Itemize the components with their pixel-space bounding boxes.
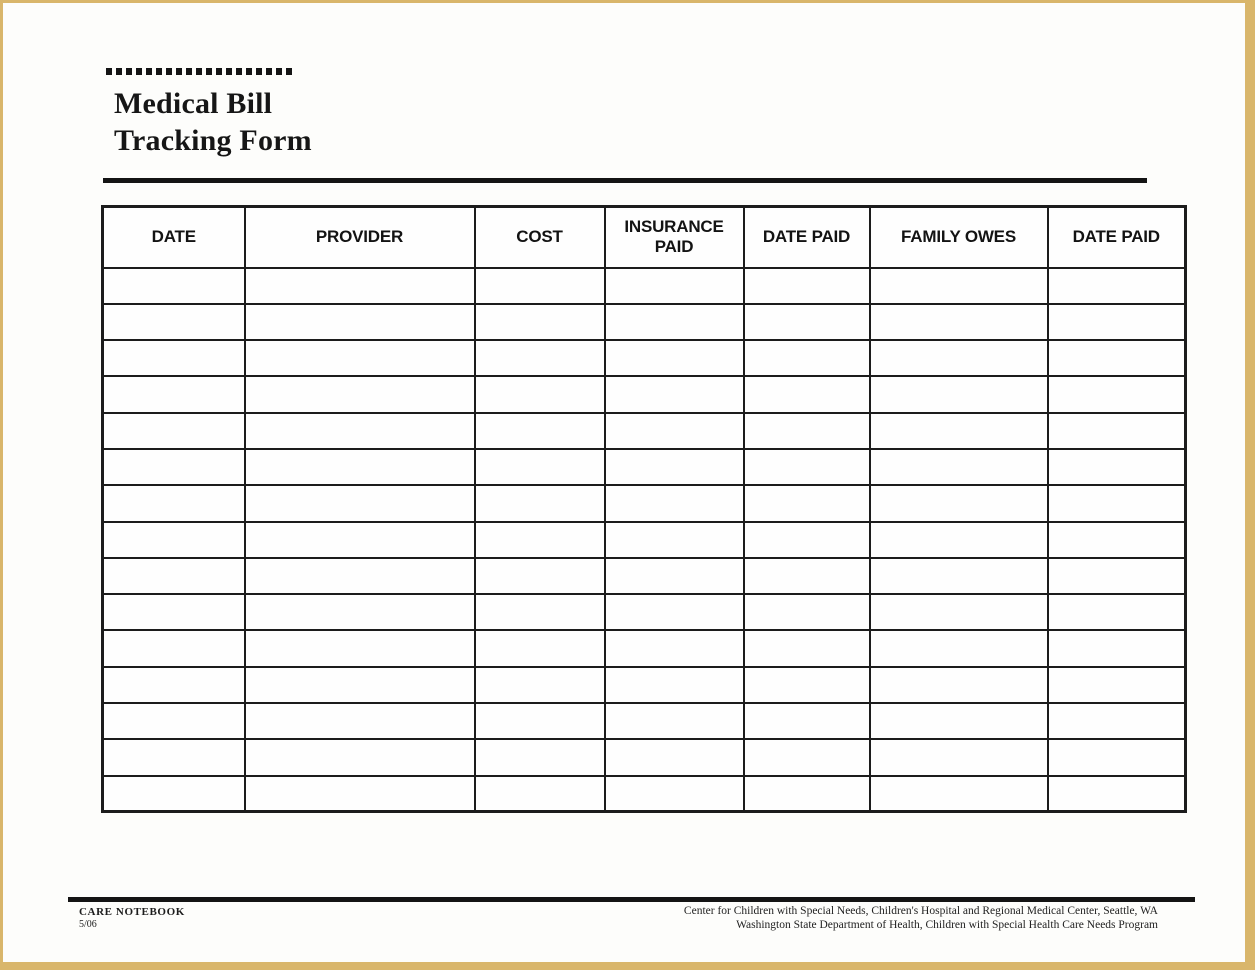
table-cell [103,776,245,812]
table-cell [870,413,1048,449]
table-cell [605,776,744,812]
footer-org-name: CARE NOTEBOOK [79,906,185,918]
footer-divider [68,897,1195,902]
column-header-insurance-paid-3: INSURANCE PAID [605,207,744,268]
table-cell [103,703,245,739]
table-cell [870,376,1048,412]
table-cell [605,522,744,558]
table-cell [605,739,744,775]
table-cell [744,268,870,304]
table-cell [605,594,744,630]
table-cell [605,376,744,412]
table-row [103,594,1186,630]
table-row [103,667,1186,703]
table-cell [605,413,744,449]
table-body [103,268,1186,812]
title-divider [103,178,1147,183]
table-cell [870,558,1048,594]
table-row [103,485,1186,521]
table-cell [605,449,744,485]
table-cell [475,376,605,412]
table-cell [744,522,870,558]
table-row [103,776,1186,812]
table-cell [1048,449,1186,485]
table-cell [245,413,475,449]
table-cell [103,667,245,703]
table-row [103,739,1186,775]
table-cell [103,268,245,304]
table-cell [245,522,475,558]
table-cell [744,667,870,703]
column-header-cost-2: COST [475,207,605,268]
table-cell [245,594,475,630]
table-cell [245,776,475,812]
column-header-family-owes-5: FAMILY OWES [870,207,1048,268]
table-cell [1048,594,1186,630]
table-cell [870,268,1048,304]
table-cell [605,304,744,340]
table-row [103,522,1186,558]
table-cell [1048,340,1186,376]
table-cell [870,449,1048,485]
table-cell [1048,739,1186,775]
table-cell [245,703,475,739]
table-cell [245,449,475,485]
table-cell [475,667,605,703]
table-cell [245,304,475,340]
table-cell [1048,630,1186,666]
table-cell [245,485,475,521]
table-cell [103,522,245,558]
table-header-row [103,207,1186,268]
table-cell [103,739,245,775]
table-row [103,413,1186,449]
table-cell [103,449,245,485]
table-cell [1048,667,1186,703]
table-cell [245,376,475,412]
table-cell [870,340,1048,376]
table-cell [245,558,475,594]
table-cell [870,703,1048,739]
table-cell [605,667,744,703]
table-cell [475,413,605,449]
table-cell [870,522,1048,558]
table-cell [245,630,475,666]
table-cell [744,594,870,630]
table-cell [103,304,245,340]
column-header-date-paid-4: DATE PAID [744,207,870,268]
table-cell [1048,703,1186,739]
footer-left [79,906,185,931]
table-cell [103,630,245,666]
table-cell [475,340,605,376]
column-header-provider-1: PROVIDER [245,207,475,268]
column-header-date-paid-6: DATE PAID [1048,207,1186,268]
medical-bill-table [101,205,1187,813]
table-row [103,630,1186,666]
table-cell [103,413,245,449]
table-cell [744,376,870,412]
table-cell [475,485,605,521]
dotted-divider [106,68,293,75]
table-cell [1048,268,1186,304]
table-cell [744,739,870,775]
table-cell [744,340,870,376]
table-cell [245,340,475,376]
table-row [103,304,1186,340]
table-cell [870,304,1048,340]
footer-credit-line2: Washington State Department of Health, Children with Special Health Care Needs Program [736,919,1158,931]
table-cell [870,594,1048,630]
table-row [103,449,1186,485]
table-cell [475,558,605,594]
page-title [114,85,312,159]
table-cell [1048,522,1186,558]
table-cell [744,449,870,485]
table-cell [870,776,1048,812]
table-row [103,340,1186,376]
table-cell [245,667,475,703]
table-cell [475,522,605,558]
table-cell [245,739,475,775]
page-title-line2: Tracking Form [114,124,312,157]
table-cell [605,703,744,739]
table-cell [475,594,605,630]
table-cell [1048,485,1186,521]
table-cell [475,304,605,340]
table-cell [475,630,605,666]
table-cell [475,268,605,304]
table-cell [1048,413,1186,449]
table-cell [103,340,245,376]
table-cell [605,268,744,304]
column-header-date-0: DATE [103,207,245,268]
table-cell [1048,776,1186,812]
table-cell [744,630,870,666]
table-row [103,376,1186,412]
table-cell [475,703,605,739]
table-cell [870,630,1048,666]
table-cell [744,304,870,340]
table-cell [870,739,1048,775]
table-cell [870,485,1048,521]
table-cell [744,558,870,594]
table-cell [475,776,605,812]
table-cell [1048,376,1186,412]
table-cell [744,485,870,521]
table-cell [103,558,245,594]
table-cell [103,376,245,412]
table-cell [103,594,245,630]
table-row [103,558,1186,594]
table-cell [744,776,870,812]
footer-right [684,904,1158,932]
footer-date-code: 5/06 [79,919,97,930]
table-cell [605,340,744,376]
table-cell [605,558,744,594]
page-title-line1: Medical Bill [114,87,273,120]
table-cell [1048,304,1186,340]
table-cell [103,485,245,521]
table-row [103,703,1186,739]
table-cell [744,413,870,449]
table-cell [605,485,744,521]
table-cell [605,630,744,666]
table-cell [1048,558,1186,594]
table-cell [245,268,475,304]
table-cell [475,449,605,485]
table-cell [744,703,870,739]
table-cell [475,739,605,775]
table-row [103,268,1186,304]
table-cell [870,667,1048,703]
footer-credit-line1: Center for Children with Special Needs, Children's Hospital and Regional Medical Center, Seattle, WA [683,905,1158,917]
